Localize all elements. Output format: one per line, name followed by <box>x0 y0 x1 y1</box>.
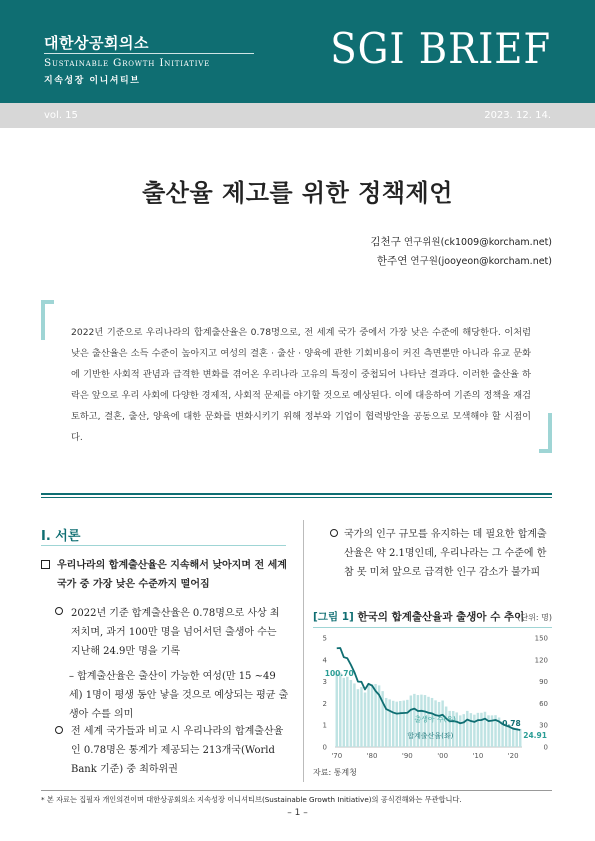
sgi-english-name: Sustainable Growth Initiative <box>44 57 211 69</box>
births-bar <box>466 711 468 747</box>
body-paragraph-text: 전 세계 국가들과 비교 시 우리나라의 합계출산율인 0.78명은 통계가 제공되는 213개국(World Bank 기준) 중 최하위권 <box>71 726 284 775</box>
issue-date: 2023. 12. 14. <box>484 110 551 121</box>
brief-title: SGI BRIEF <box>330 24 551 73</box>
x-tick-label: '70 <box>331 752 343 760</box>
series-label-fertility: 합계출산율(좌) <box>407 731 454 740</box>
births-bar <box>374 684 376 747</box>
body-paragraph <box>57 604 289 661</box>
author-1 <box>370 234 552 249</box>
annotation-births-1970: 100.70 <box>324 668 354 678</box>
definition-note: – 합계출산율은 출산이 가능한 여성(만 15 ~49세) 1명이 평생 동안 낳을 것으로 예상되는 평균 출생아 수를 의미 <box>69 671 289 720</box>
births-bar <box>441 700 443 747</box>
births-bar <box>519 729 521 747</box>
y-left-tick-label: 0 <box>322 743 327 752</box>
y-right-tick-label: 150 <box>534 634 548 643</box>
x-tick-label: '00 <box>437 752 449 760</box>
header-banner <box>0 0 595 103</box>
fertility-births-chart <box>313 628 552 763</box>
births-bar <box>463 714 465 747</box>
births-bar <box>459 715 461 747</box>
author-role-email: 연구원(jooyeon@korcham.net) <box>410 256 552 267</box>
births-bar <box>357 689 359 747</box>
issue-bar <box>0 103 595 128</box>
y-right-tick-label: 90 <box>539 678 548 687</box>
births-bar <box>364 693 366 748</box>
key-point <box>41 556 289 594</box>
volume-number: vol. 15 <box>44 110 78 121</box>
births-bar <box>396 702 398 747</box>
y-right-tick-label: 60 <box>539 699 548 708</box>
author-2 <box>377 253 552 268</box>
births-bar <box>339 673 341 747</box>
births-bar <box>343 678 345 747</box>
y-left-tick-label: 5 <box>322 634 327 643</box>
y-left-tick-label: 1 <box>322 721 327 730</box>
births-bar <box>346 677 348 747</box>
births-bar <box>399 701 401 747</box>
section-heading: Ⅰ. 서론 <box>41 529 81 544</box>
births-bar <box>371 684 373 747</box>
abstract-bracket-right <box>548 413 552 453</box>
section-divider-thin <box>41 497 552 498</box>
body-paragraph <box>330 525 555 582</box>
page-title: 출산율 제고를 위한 정책제언 <box>142 179 453 207</box>
births-bar <box>388 699 390 747</box>
body-paragraph <box>57 722 289 779</box>
x-tick-label: '20 <box>507 752 519 760</box>
births-bar <box>406 700 408 747</box>
births-bar <box>477 713 479 747</box>
column-divider <box>303 520 304 782</box>
annotation-fertility-2022: 0.78 <box>502 718 521 728</box>
figure-title <box>313 609 524 624</box>
series-label-births: 출생아 수(우) <box>414 715 456 724</box>
births-bar <box>353 683 355 747</box>
sgi-korean-name: 지속성장 이니셔티브 <box>44 76 141 86</box>
x-tick-label: '80 <box>366 752 378 760</box>
y-left-tick-label: 2 <box>322 699 327 708</box>
footnote-divider <box>41 790 552 791</box>
births-bar <box>367 684 369 747</box>
births-bar <box>480 713 482 747</box>
section-heading-rule <box>41 545 286 546</box>
births-bar <box>438 702 440 747</box>
y-right-tick-label: 30 <box>539 721 548 730</box>
x-tick-label: '10 <box>472 752 484 760</box>
footnote: * 본 자료는 집필자 개인의견이며 대한상공회의소 지속성장 이니셔티브(Sustainable Growth Initiative)의 공식견해와는 무관합니다. <box>41 795 462 804</box>
author-role-email: 연구위원(ck1009@korcham.net) <box>403 237 552 248</box>
section-divider <box>41 493 552 495</box>
births-bar <box>470 713 472 747</box>
org-name: 대한상공회의소 <box>44 34 149 52</box>
abstract-text: 2022년 기준으로 우리나라의 합계출산율은 0.78명으로, 전 세계 국가 중에서 가장 낮은 수준에 해당한다. 이처럼 낮은 출산율은 소득 수준이 높아지고 여성의 결혼 · 출산 · 양육에 관한 기회비용이 커진 측면뿐만 아니라 유교 문화에 기반한 사회적 관념과 급격한 변화를 겪어온 우리나라 고유의 특징이 중첩되어 나타난 결과다. 이러한 출산율 하락은 앞으로 우리 사회에 다양한 경제적, 사회적 문제를 야기할 것으로 예상된다. 이에 대응하여 기존의 정책을 재검토하고, 결혼, 출산, 양육에 대한 문화를 변화시키기 위해 정부와 기업이 협력방안을 공동으로 모색해야 할 시점이다. <box>71 327 531 443</box>
births-bar <box>403 701 405 747</box>
births-bar <box>515 728 517 747</box>
annotation-births-2022: 24.91 <box>523 730 547 740</box>
births-bar <box>512 727 514 747</box>
figure-unit: (단위: 명) <box>517 613 552 622</box>
y-left-tick-label: 3 <box>322 678 327 687</box>
births-bar <box>336 674 338 747</box>
births-bar <box>434 700 436 747</box>
y-right-tick-label: 0 <box>543 743 548 752</box>
figure-title-text: 한국의 합계출산율과 출생아 수 추이 <box>357 611 525 623</box>
author-name: 김천구 <box>370 236 401 248</box>
key-point-text: 우리나라의 합계출산율은 지속해서 낮아지며 전 세계 국가 중 가장 낮은 수준까지 떨어짐 <box>57 560 287 590</box>
figure-source: 자료: 통계청 <box>313 768 357 777</box>
births-bar <box>473 715 475 747</box>
births-bar <box>360 687 362 747</box>
births-bar <box>392 701 394 747</box>
y-left-tick-label: 4 <box>322 656 327 665</box>
births-bar <box>484 712 486 747</box>
body-paragraph-text: 2022년 기준 합계출산율은 0.78명으로 사상 최저치며, 과거 100만 명을 넘어서던 출생아 수는 지난해 24.9만 명을 기록 <box>71 608 280 657</box>
births-bar <box>385 698 387 747</box>
abstract-corner-tl <box>41 300 54 313</box>
births-bar <box>445 707 447 747</box>
page-number: – 1 – <box>287 808 308 818</box>
y-right-tick-label: 120 <box>534 656 548 665</box>
body-paragraph-text: 국가의 인구 규모를 유지하는 데 필요한 합계출산율은 약 2.1명인데, 우리나라는 그 수준에 한참 못 미쳐 앞으로 급격한 인구 감소가 불가피 <box>344 529 547 578</box>
abstract-box <box>41 300 552 453</box>
org-divider <box>44 53 254 54</box>
x-tick-label: '90 <box>401 752 413 760</box>
figure-number: [그림 1] <box>313 611 354 623</box>
births-bar <box>350 680 352 747</box>
author-name: 한주연 <box>376 255 408 267</box>
